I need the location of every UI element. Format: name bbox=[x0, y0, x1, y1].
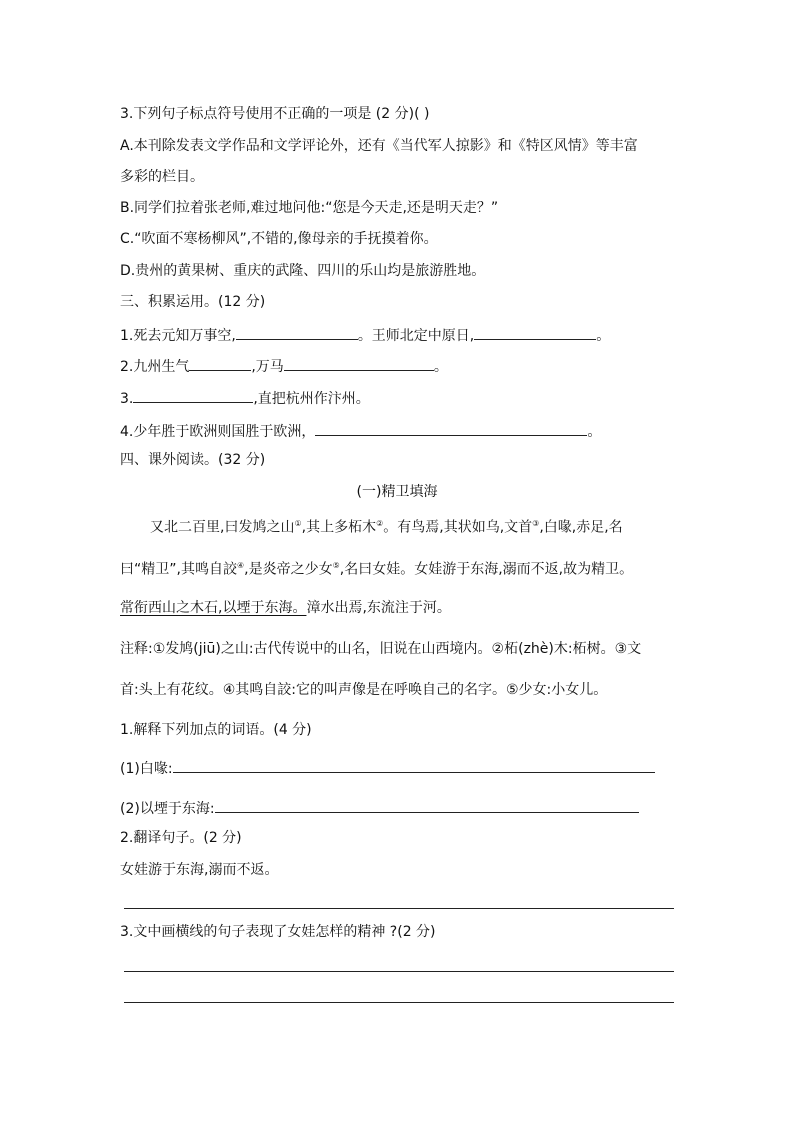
fill-item-1-text-b: 。王师北定中原日, bbox=[357, 328, 475, 344]
answer-blank-1-2[interactable] bbox=[215, 797, 639, 813]
question-3-stem: 3.下列句子标点符号使用不正确的一项是 (2 分)( ) bbox=[120, 106, 430, 122]
passage-text: 曰“精卫”,其鸣自詨 bbox=[120, 561, 237, 578]
passage-text: ,是炎帝之少女 bbox=[244, 561, 333, 578]
fill-blank-2a[interactable] bbox=[189, 355, 251, 371]
answer-blank-1-1[interactable] bbox=[173, 757, 655, 773]
fill-blank-2b[interactable] bbox=[284, 355, 434, 371]
question-2-sentence: 女娃游于东海,溺而不返。 bbox=[120, 862, 279, 878]
section-3-heading: 三、积累运用。(12 分) bbox=[120, 294, 266, 310]
question-1: 1.解释下列加点的词语。(4 分) bbox=[120, 722, 312, 738]
passage-title: (一)精卫填海 bbox=[356, 484, 438, 500]
fill-item-4 bbox=[120, 420, 601, 442]
fill-item-1-text-a: 1.死去元知万事空, bbox=[120, 328, 236, 344]
option-a-line-2: 多彩的栏目。 bbox=[120, 169, 204, 185]
fill-blank-1b[interactable] bbox=[474, 324, 596, 340]
passage-text: 漳水出焉,东流注于河。 bbox=[306, 600, 451, 616]
passage-text: 又北二百里,曰发鸠之山 bbox=[150, 519, 295, 536]
question-3: 3.文中画横线的句子表现了女娃怎样的精神 ?(2 分) bbox=[120, 924, 436, 940]
fill-item-3 bbox=[120, 387, 370, 409]
passage-line-1 bbox=[150, 514, 623, 538]
passage-text: ,白喙,赤足,名 bbox=[539, 519, 623, 536]
answer-line-3b[interactable] bbox=[124, 1002, 674, 1003]
question-2: 2.翻译句子。(2 分) bbox=[120, 830, 242, 846]
note-marker-4: ④ bbox=[236, 561, 245, 570]
fill-item-2-text-b: ,万马 bbox=[251, 359, 284, 375]
passage-text: ,名曰女娃。女娃游于东海,溺而不返,故为精卫。 bbox=[339, 561, 634, 578]
note-marker-3: ③ bbox=[532, 519, 540, 528]
fill-item-1-text-c: 。 bbox=[596, 328, 611, 344]
fill-blank-3[interactable] bbox=[133, 387, 253, 403]
fill-item-2 bbox=[120, 355, 448, 377]
passage-text: 。有鸟焉,其状如乌,文首 bbox=[383, 519, 533, 536]
fill-item-1 bbox=[120, 324, 610, 346]
question-1-part-2 bbox=[120, 797, 639, 819]
fill-blank-4[interactable] bbox=[315, 420, 587, 436]
passage-text: ,其上多柘木 bbox=[301, 519, 377, 536]
question-1-part-1 bbox=[120, 757, 655, 779]
question-1-part-2-label: (2)以堙于东海: bbox=[120, 801, 215, 817]
passage-line-2 bbox=[120, 556, 633, 580]
fill-item-4-text-b: 。 bbox=[587, 424, 602, 440]
note-marker-1: ① bbox=[294, 519, 302, 528]
answer-line-3a[interactable] bbox=[124, 971, 674, 972]
note-marker-5: ⑤ bbox=[332, 561, 340, 570]
underlined-sentence: 常衔西山之木石,以堙于东海。 bbox=[120, 600, 307, 616]
option-c: C.“吹面不寒杨柳风”,不错的,像母亲的手抚摸着你。 bbox=[120, 231, 438, 247]
fill-item-3-text-a: 3. bbox=[120, 391, 134, 407]
question-1-part-1-label: (1)白喙: bbox=[120, 761, 173, 777]
section-4-heading: 四、课外阅读。(32 分) bbox=[120, 452, 266, 468]
option-a-line-1: A.本刊除发表文学作品和文学评论外，还有《当代军人掠影》和《特区风情》等丰富 bbox=[120, 138, 638, 154]
fill-blank-1a[interactable] bbox=[236, 324, 358, 340]
fill-item-2-text-a: 2.九州生气 bbox=[120, 359, 190, 375]
annotation-line-2: 首:头上有花纹。④其鸣自詨:它的叫声像是在呼唤自己的名字。⑤少女:小女儿。 bbox=[120, 682, 608, 698]
annotation-line-1: 注释:①发鸠(jiū)之山:古代传说中的山名，旧说在山西境内。②柘(zhè)木:柘树。③文 bbox=[120, 641, 642, 657]
option-b: B.同学们拉着张老师,难过地问他:“您是今天走,还是明天走？” bbox=[120, 200, 499, 216]
option-d: D.贵州的黄果树、重庆的武隆、四川的乐山均是旅游胜地。 bbox=[120, 263, 486, 279]
fill-item-3-text-b: ,直把杭州作汴州。 bbox=[253, 391, 370, 407]
fill-item-4-text-a: 4.少年胜于欧洲则国胜于欧洲， bbox=[120, 424, 316, 440]
passage-line-3 bbox=[120, 598, 451, 618]
note-marker-2: ② bbox=[376, 519, 384, 528]
fill-item-2-text-c: 。 bbox=[433, 359, 448, 375]
answer-line-2[interactable] bbox=[124, 908, 674, 909]
